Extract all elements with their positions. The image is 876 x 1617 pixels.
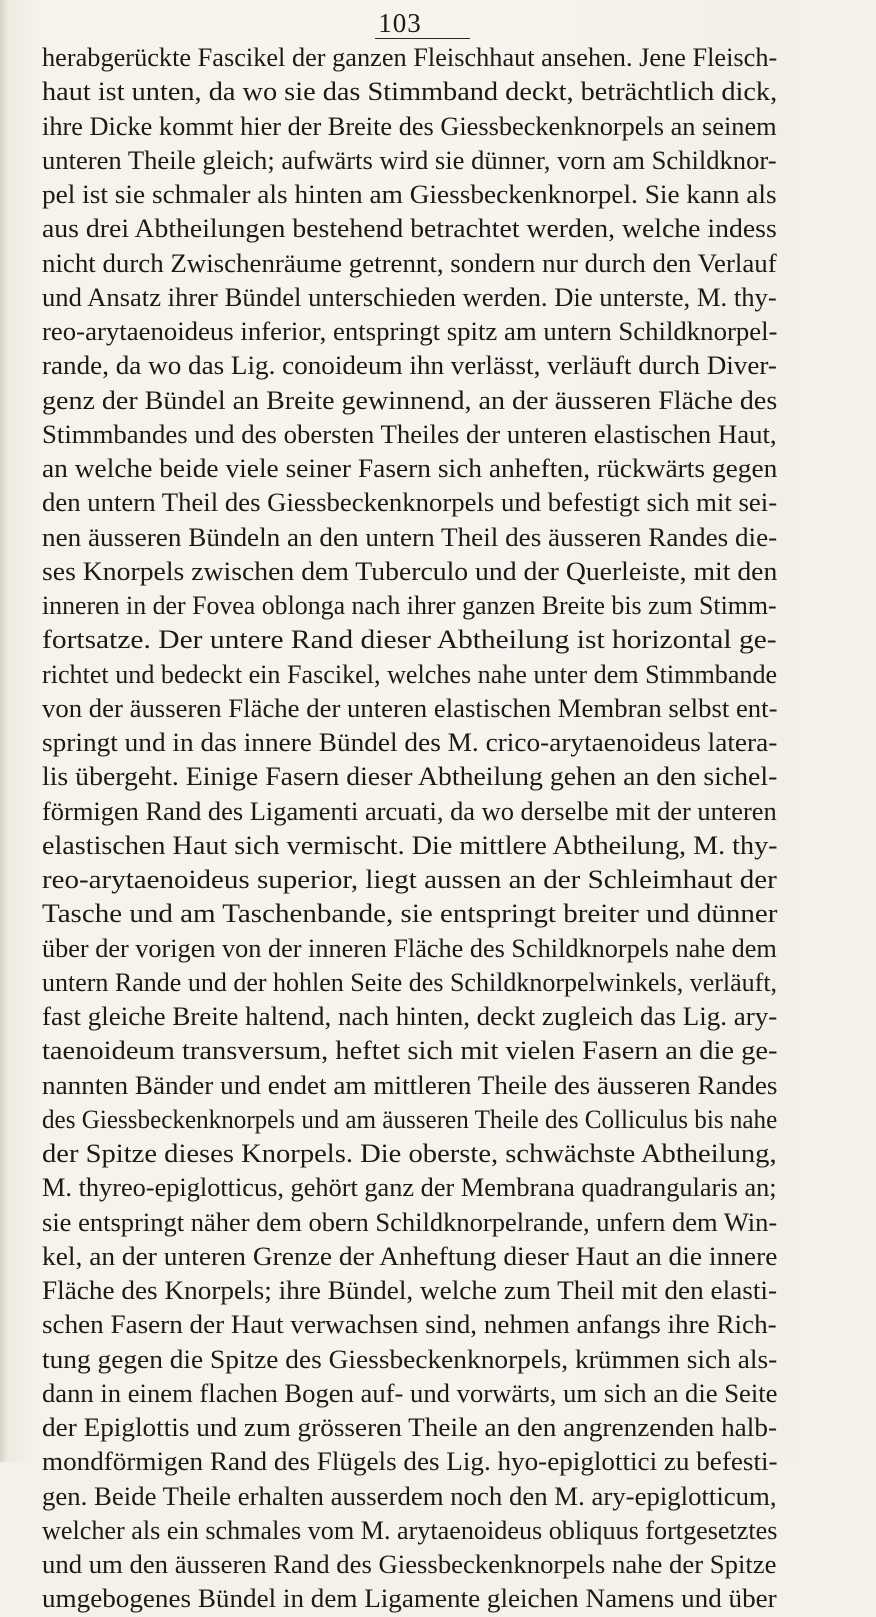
text-line: herabgerückte Fascikel der ganzen Fleischhaut ansehen. Jene Fleisch- — [42, 43, 778, 72]
text-line: des Giessbeckenknorpels und am äusseren Theile des Colliculus bis nahe — [42, 1104, 778, 1134]
text-line: haut ist unten, da wo sie das Stimmband deckt, beträchtlich dick, — [42, 77, 778, 107]
text-line: lis übergeht. Einige Fasern dieser Abtheilung gehen an den sichel- — [42, 762, 778, 792]
text-line: von der äusseren Fläche der unteren elastischen Membran selbst ent- — [42, 693, 778, 723]
text-line: den untern Theil des Giessbeckenknorpels und befestigt sich mit sei- — [42, 488, 778, 518]
text-line: an welche beide viele seiner Fasern sich anheften, rückwärts gegen — [42, 454, 778, 483]
text-line: umgebogenes Bündel in dem Ligamente gleichen Namens und über — [42, 1584, 777, 1614]
text-line: genz der Bündel an Breite gewinnend, an der äusseren Fläche des — [42, 385, 778, 415]
text-line: welcher als ein schmales vom M. arytaenoideus obliquus fortgesetztes — [42, 1515, 778, 1545]
text-line: sie entspringt näher dem obern Schildknorpelrande, unfern dem Win- — [42, 1207, 778, 1237]
text-line: dann in einem flachen Bogen auf- und vorwärts, um sich an die Seite — [42, 1378, 778, 1408]
text-line: fast gleiche Breite haltend, nach hinten, deckt zugleich das Lig. ary- — [42, 1002, 778, 1031]
page-number-rule — [375, 38, 470, 39]
text-line: taenoideum transversum, heftet sich mit vielen Fasern an die ge- — [42, 1036, 778, 1066]
text-line: inneren in der Fovea oblonga nach ihrer ganzen Breite bis zum Stimm- — [42, 591, 777, 620]
page-gutter-shadow — [0, 0, 8, 1462]
text-line: reo-arytaenoideus superior, liegt aussen an der Schleimhaut der — [42, 865, 777, 894]
text-line: aus drei Abtheilungen bestehend betrachtet werden, welche indess — [42, 214, 777, 244]
text-line: mondförmigen Rand des Flügels des Lig. hyo-epiglottici zu befesti- — [42, 1447, 778, 1477]
text-line: gen. Beide Theile erhalten ausserdem noch den M. ary-epiglotticum, — [42, 1481, 777, 1511]
text-line: fortsatze. Der untere Rand dieser Abtheilung ist horizontal ge- — [42, 625, 777, 655]
text-line: richtet und bedeckt ein Fascikel, welches nahe unter dem Stimmbande — [42, 659, 778, 689]
text-line: elastischen Haut sich vermischt. Die mittlere Abtheilung, M. thy- — [42, 830, 778, 860]
page-number: 103 — [378, 8, 422, 38]
text-line: ihre Dicke kommt hier der Breite des Giessbeckenknorpels an seinem — [42, 111, 777, 141]
text-line: förmigen Rand des Ligamenti arcuati, da wo derselbe mit der unteren — [42, 796, 777, 826]
text-line: der Spitze dieses Knorpels. Die oberste, schwächste Abtheilung, — [42, 1139, 777, 1168]
body-text — [42, 41, 777, 1617]
text-line: und Ansatz ihrer Bündel unterschieden werden. Die unterste, M. thy- — [42, 282, 777, 312]
text-line: nen äusseren Bündeln an den untern Theil des äusseren Randes die- — [42, 522, 778, 552]
text-line: rande, da wo das Lig. conoideum ihn verlässt, verläuft durch Diver- — [42, 351, 777, 381]
text-line: kel, an der unteren Grenze der Anheftung dieser Haut an die innere — [42, 1241, 778, 1271]
text-line: pel ist sie schmaler als hinten am Giessbeckenknorpel. Sie kann als — [42, 180, 777, 209]
text-line: nicht durch Zwischenräume getrennt, sondern nur durch den Verlauf — [42, 248, 777, 278]
text-line: über der vorigen von der inneren Fläche des Schildknorpels nahe dem — [42, 933, 777, 963]
text-line: untern Rande und der hohlen Seite des Schildknorpelwinkels, verläuft, — [42, 967, 778, 997]
text-line: reo-arytaenoideus inferior, entspringt spitz am untern Schildknorpel- — [42, 317, 778, 346]
text-line: ses Knorpels zwischen dem Tuberculo und der Querleiste, mit den — [42, 556, 778, 586]
text-line: Tasche und am Taschenbande, sie entspringt breiter und dünner — [42, 899, 778, 929]
text-line: der Epiglottis und zum grösseren Theile an den angrenzenden halb- — [42, 1413, 778, 1442]
text-line: Fläche des Knorpels; ihre Bündel, welche zum Theil mit den elasti- — [42, 1276, 778, 1305]
text-line: unteren Theile gleich; aufwärts wird sie dünner, vorn am Schildknor- — [42, 145, 777, 175]
text-line: und um den äusseren Rand des Giessbeckenknorpels nahe der Spitze — [42, 1550, 777, 1579]
text-line: springt und in das innere Bündel des M. crico-arytaenoideus latera- — [42, 728, 778, 757]
text-line: nannten Bänder und endet am mittleren Theile des äusseren Randes — [42, 1070, 778, 1100]
text-line: M. thyreo-epiglotticus, gehört ganz der Membrana quadrangularis an; — [42, 1173, 777, 1203]
text-line: schen Fasern der Haut verwachsen sind, nehmen anfangs ihre Rich- — [42, 1310, 777, 1340]
text-line: tung gegen die Spitze des Giessbeckenknorpels, krümmen sich als- — [42, 1344, 778, 1374]
text-line: Stimmbandes und des obersten Theiles der unteren elastischen Haut, — [42, 419, 777, 449]
